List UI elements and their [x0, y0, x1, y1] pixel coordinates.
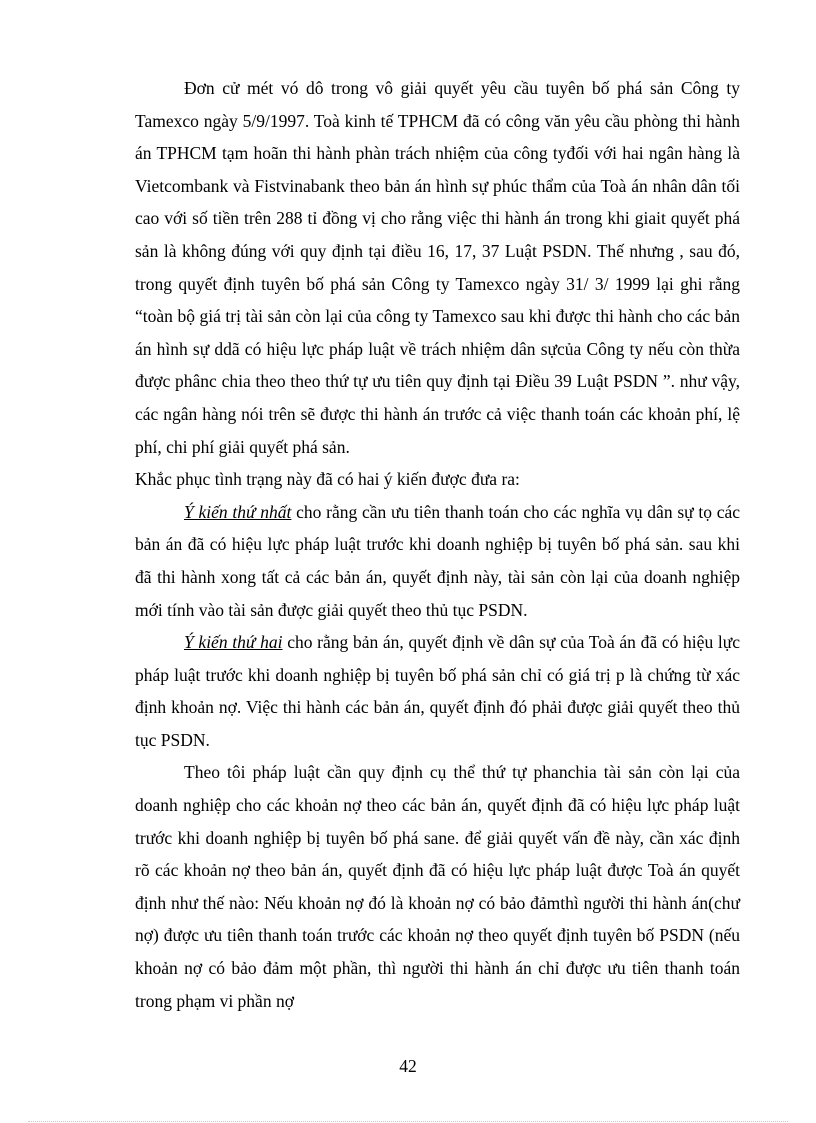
second-opinion-heading: Ý kiến thứ hai — [184, 632, 283, 653]
paragraph-opinions-intro — [135, 463, 740, 496]
page-number: 42 — [399, 1056, 417, 1076]
paragraph-text: Đơn cử mét vó dô trong vô giải quyết yêu cầu tuyên bố phá sản Công ty Tamexco ngày 5/9/1997. Toà kinh tế TPHCM đã có công văn yêu cầu phòng thi hành án TPHCM tạm hoãn thi hành phàn trách nhiệm của công tyđối với hai ngân hàng là Vietcombank và Fistvinabank theo bản án hình sự phúc thẩm của Toà án nhân dân tối cao với số tiền trên 288 tỉ đồng vị cho rằng việc thi hành án trong khi giait quyết phá sản là không đúng với quy định tại điều 16, 17, 37 Luật PSDN. Thế nhưng , sau đó, trong quyết định tuyên bố phá sản Công ty Tamexco ngày 31/ 3/ 1999 lại ghi rằng “toàn bộ giá trị tài sản còn lại của công ty Tamexco sau khi được thi hành cho các bản án hình sự ddã có hiệu lực pháp luật về trách nhiệm dân sựcủa Công ty nếu còn thừa được phânc chia theo theo thứ tự ưu tiên quy định tại Điều 39 Luật PSDN ”. như vậy, các ngân hàng nói trên sẽ được thi hành án trước cả việc thanh toán các khoản phí, lệ phí, chi phí giải quyết phá sản. — [135, 78, 740, 457]
first-opinion-heading: Ý kiến thứ nhất — [184, 501, 292, 522]
paragraph-text: Theo tôi pháp luật cần quy định cụ thể thứ tự phanchia tài sản còn lại của doanh nghiệp cho các khoản nợ theo các bản án, quyết định đã có hiệu lực pháp luật trước khi doanh nghiệp bị tuyên bố phá sane. để giải quyết vấn đề này, cần xác định rõ các khoản nợ theo bản án, quyết định đã có hiệu lực pháp luật được Toà án quyết định như thế nào: Nếu khoản nợ đó là khoản nợ có bảo đảmthì người thi hành án(chư nợ) được ưu tiên thanh toán trước các khoản nợ theo quyết định tuyên bố PSDN (nếu khoản nợ có bảo đảm một phần, thì người thi hành án chỉ được ưu tiên thanh toán trong phạm vi phần nợ — [135, 762, 740, 1011]
paragraph-author-view — [135, 756, 740, 1017]
paragraph-text: cho rằng bản án, quyết định về dân sự của Toà án đã có hiệu lực pháp luật trước khi doanh nghiệp bị tuyên bố phá sản chỉ có giá trị p là chứng từ xác định khoản nợ. Việc thi hành các bản án, quyết định đó phải được giải quyết theo thủ tục PSDN. — [135, 632, 741, 750]
paragraph-text: Khắc phục tình trạng này đã có hai ý kiến được đưa ra: — [135, 469, 520, 490]
paragraph-tamexco-case — [135, 72, 740, 463]
paragraph-first-opinion — [135, 496, 740, 626]
paragraph-text: cho rằng cần ưu tiên thanh toán cho các nghĩa vụ dân sự tọ các bản án đã có hiệu lực pháp luật trước khi doanh nghiệp bị tuyên bố phá sản. sau khi đã thi hành xong tất cả các bản án, quyết định này, tài sản còn lại của doanh nghiệp mới tính vào tài sản được giải quyết theo thủ tục PSDN. — [135, 501, 741, 620]
paragraph-second-opinion — [135, 626, 740, 756]
document-body — [135, 72, 740, 1017]
page-bottom-divider — [28, 1121, 788, 1122]
